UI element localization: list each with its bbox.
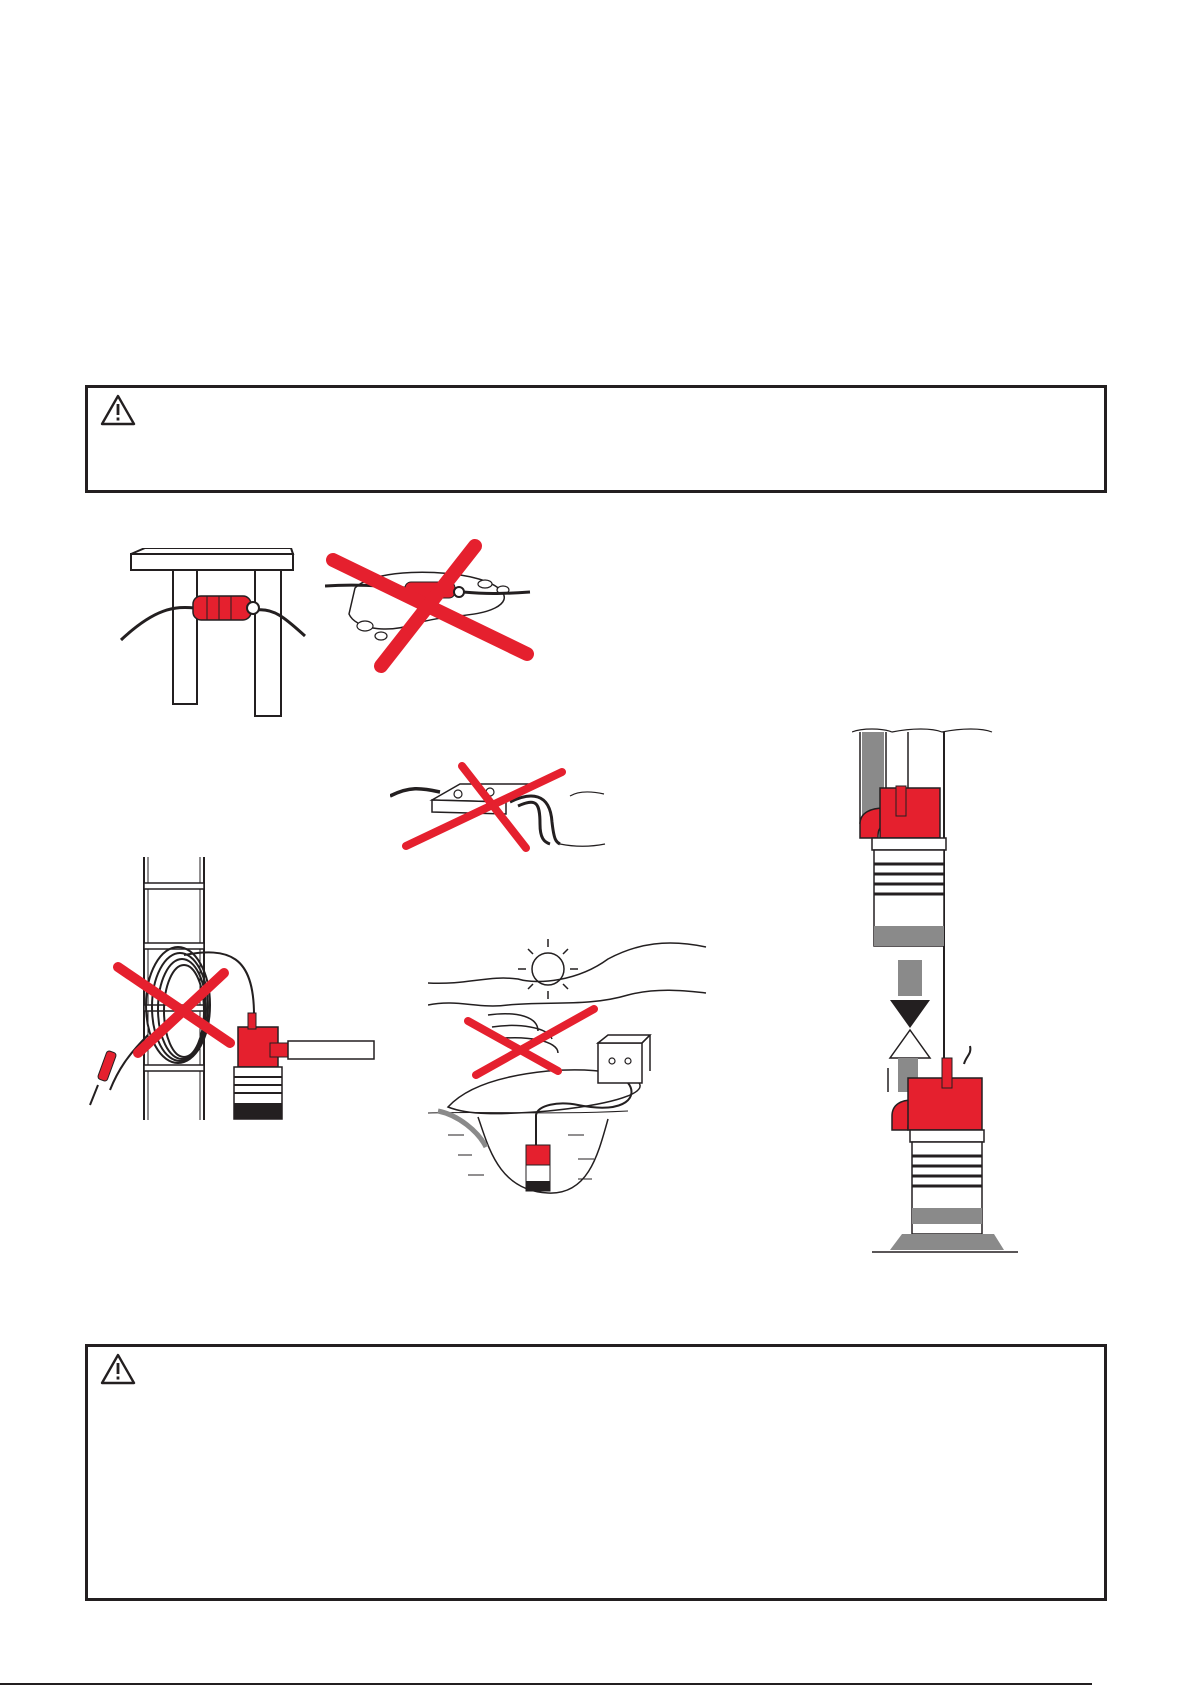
connector-in-water-prohibited-illustration	[325, 538, 540, 678]
pump-icon	[860, 786, 946, 946]
pump-icon	[234, 1013, 290, 1119]
socket-on-ground-prohibited-illustration	[390, 762, 610, 854]
pump-lowering-well-illustration	[852, 728, 1020, 1258]
warning-triangle-icon	[100, 394, 136, 426]
sun-icon	[518, 939, 578, 999]
warning-box-bottom	[85, 1344, 1107, 1601]
warning-triangle-icon	[100, 1353, 136, 1385]
warning-box-top	[85, 385, 1107, 493]
coiled-cable-ladder-prohibited-illustration	[88, 855, 376, 1125]
prohibited-cross-icon	[118, 967, 230, 1053]
arrow-down-icon	[890, 1000, 930, 1058]
cable-connector-stand-illustration	[115, 548, 315, 718]
pump-icon	[526, 1145, 550, 1191]
pond-sun-prohibited-illustration	[428, 935, 708, 1205]
